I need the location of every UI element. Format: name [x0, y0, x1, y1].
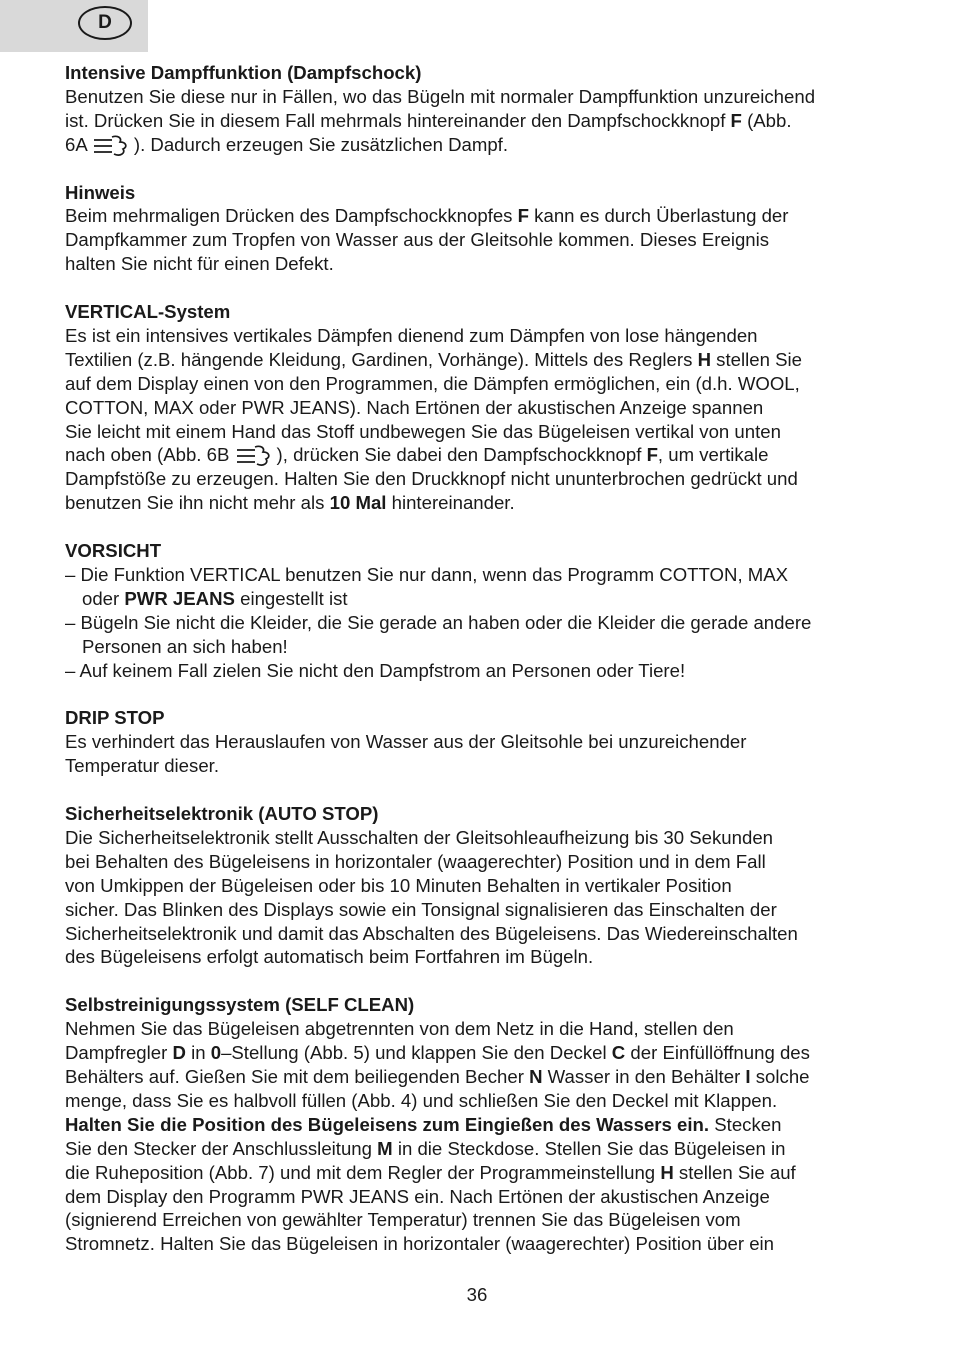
text-line: Temperatur dieser.: [65, 755, 219, 777]
text-line: Stromnetz. Halten Sie das Bügeleisen in horizontaler (waagerechter) Position über ein: [65, 1233, 775, 1255]
language-badge: [78, 6, 132, 40]
bullet-line: – Die Funktion VERTICAL benutzen Sie nur dann, wenn das Programm COTTON, MAX: [65, 563, 789, 585]
text-line: halten Sie nicht für einen Defekt.: [65, 253, 334, 275]
section-vertical: [65, 300, 895, 515]
text-line: (signierend Erreichen von gewählter Temperatur) trennen Sie das Bügeleisen vom: [65, 1209, 741, 1231]
text-line: 6A ). Dadurch erzeugen Sie zusätzlichen Dampf.: [65, 133, 509, 155]
text-line: Dampfstöße zu erzeugen. Halten Sie den Druckknopf nicht ununterbrochen gedrückt und: [65, 468, 798, 490]
text-line: nach oben (Abb. 6B ), drücken Sie dabei den Dampfschockknopf F, um vertikale: [65, 444, 769, 466]
text-line: benutzen Sie ihn nicht mehr als 10 Mal hintereinander.: [65, 492, 515, 514]
section-caution: [65, 539, 895, 682]
text-line: Sie leicht mit einem Hand das Stoff undbewegen Sie das Bügeleisen vertikal von unten: [65, 420, 781, 442]
section-title: Selbstreinigungssystem (SELF CLEAN): [65, 994, 415, 1016]
text-line: des Bügeleisens erfolgt automatisch beim Fortfahren im Bügeln.: [65, 946, 594, 968]
section-drip-stop: [65, 706, 895, 778]
text-line: Nehmen Sie das Bügeleisen abgetrennten von dem Netz in die Hand, stellen den: [65, 1018, 734, 1040]
text-line: Dampfregler D in 0–Stellung (Abb. 5) und klappen Sie den Deckel C der Einfüllöffnung des: [65, 1042, 810, 1064]
section-title: Intensive Dampffunktion (Dampfschock): [65, 62, 422, 83]
section-title: VERTICAL-System: [65, 301, 231, 323]
text-line: Es verhindert das Herauslaufen von Wasser aus der Gleitsohle bei unzureichender: [65, 731, 747, 753]
language-tab: [0, 0, 148, 52]
section-title: VORSICHT: [65, 540, 162, 562]
page-number: 36: [466, 1284, 488, 1305]
text-line: Halten Sie die Position des Bügeleisens zum Eingießen des Wassers ein. Stecken: [65, 1113, 782, 1135]
section-title: Hinweis: [65, 181, 136, 203]
section-self-clean: [65, 993, 895, 1256]
section-auto-stop: [65, 802, 895, 969]
text-line: auf dem Display einen von den Programmen, die Dämpfen ermöglichen, ein (d.h. WOOL,: [65, 372, 800, 394]
text-line: ist. Drücken Sie in diesem Fall mehrmals hintereinander den Dampfschockknopf F (Abb.: [65, 109, 792, 131]
language-letter: D: [98, 12, 112, 33]
steam-burst-icon: [235, 444, 277, 466]
text-line: dem Display den Programm PWR JEANS ein. Nach Ertönen der akustischen Anzeige: [65, 1185, 770, 1207]
text-line: die Ruheposition (Abb. 7) und mit dem Regler der Programmeinstellung H stellen Sie auf: [65, 1161, 796, 1183]
section-note: [65, 181, 895, 277]
text-line: Die Sicherheitselektronik stellt Ausschalten der Gleitsohleaufheizung bis 30 Sekunden: [65, 826, 774, 848]
text-line: Sie den Stecker der Anschlussleitung M in die Steckdose. Stellen Sie das Bügeleisen in: [65, 1137, 786, 1159]
text-line: Es ist ein intensives vertikales Dämpfen dienend zum Dämpfen von lose hängenden: [65, 324, 758, 346]
text-line: sicher. Das Blinken des Displays sowie ein Tonsignal signalisieren das Einschalten der: [65, 898, 777, 920]
bullet-line: oder PWR JEANS eingestellt ist: [82, 587, 348, 609]
bullet-line: – Bügeln Sie nicht die Kleider, die Sie gerade an haben oder die Kleider die gerade andere: [65, 611, 812, 633]
text-line: Textilien (z.B. hängende Kleidung, Gardinen, Vorhänge). Mittels des Reglers H stellen Sie: [65, 348, 802, 370]
text-line: bei Behalten des Bügeleisens in horizontaler (waagerechter) Position und in dem Fall: [65, 850, 766, 872]
text-line: Dampfkammer zum Tropfen von Wasser aus der Gleitsohle kommen. Dieses Ereignis: [65, 229, 770, 251]
section-title: DRIP STOP: [65, 707, 165, 729]
text-line: von Umkippen der Bügeleisen oder bis 10 Minuten Behalten in vertikaler Position: [65, 874, 732, 896]
section-title: Sicherheitselektronik (AUTO STOP): [65, 803, 379, 825]
steam-burst-icon: [92, 134, 134, 156]
text-line: menge, dass Sie es halbvoll füllen (Abb. 4) und schließen Sie den Deckel mit Klappen.: [65, 1089, 778, 1111]
text-line: Behälters auf. Gießen Sie mit dem beiliegenden Becher N Wasser in den Behälter I solche: [65, 1065, 810, 1087]
text-line: Sicherheitselektronik und damit das Abschalten des Bügeleisens. Das Wiedereinschalten: [65, 922, 798, 944]
bullet-line: Personen an sich haben!: [82, 635, 288, 657]
text-line: Beim mehrmaligen Drücken des Dampfschockknopfes F kann es durch Überlastung der: [65, 205, 789, 227]
section-steam-shot: [65, 61, 895, 157]
text-line: Benutzen Sie diese nur in Fällen, wo das Bügeln mit normaler Dampffunktion unzureichend: [65, 85, 816, 107]
text-line: COTTON, MAX oder PWR JEANS). Nach Ertönen der akustischen Anzeige spannen: [65, 396, 764, 418]
bullet-line: – Auf keinem Fall zielen Sie nicht den Dampfstrom an Personen oder Tiere!: [65, 659, 686, 681]
page-content: [65, 61, 895, 1256]
